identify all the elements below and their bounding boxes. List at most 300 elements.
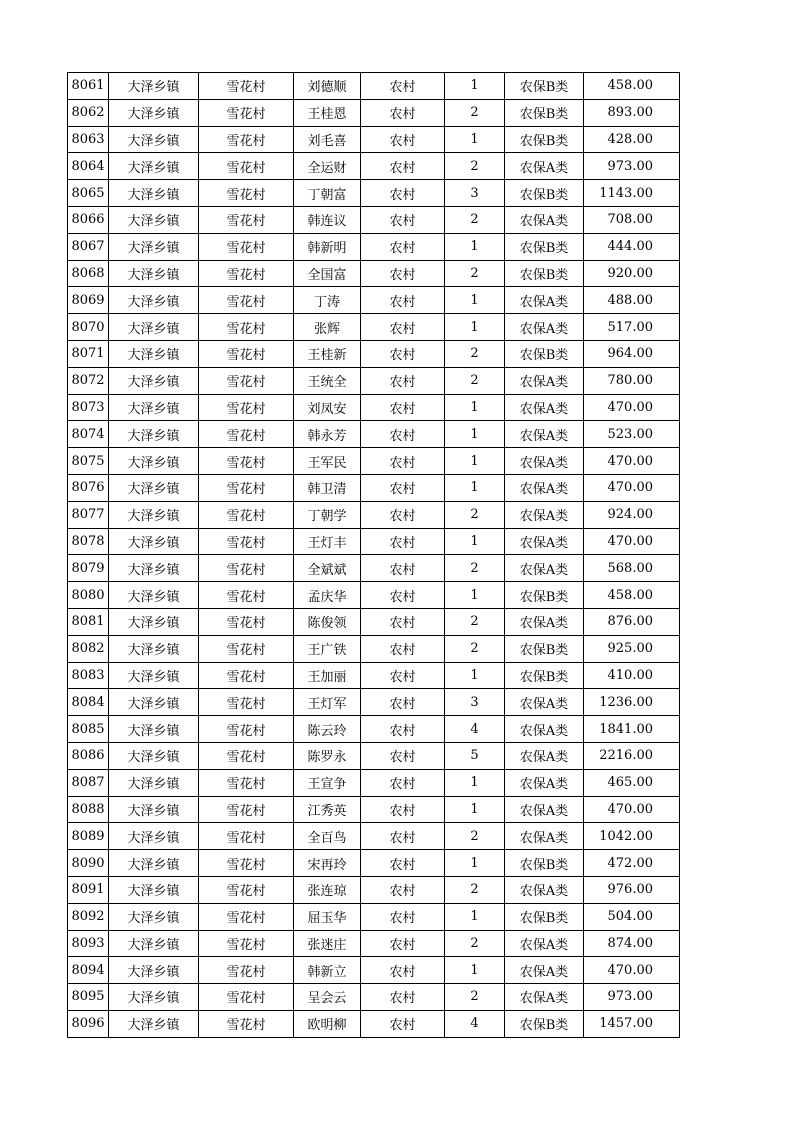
township-cell: 大泽乡镇 [109, 501, 199, 528]
table-row [68, 394, 680, 421]
record-id-cell: 8071 [68, 340, 109, 367]
township-cell: 大泽乡镇 [109, 474, 199, 501]
area-type-cell: 农村 [361, 1010, 445, 1037]
township-cell: 大泽乡镇 [109, 421, 199, 448]
name-cell: 陈罗永 [294, 742, 361, 769]
table-row [68, 233, 680, 260]
name-cell: 王桂恩 [294, 99, 361, 126]
table-row [68, 1010, 680, 1037]
village-cell: 雪花村 [199, 689, 294, 716]
people-count-cell: 1 [445, 474, 505, 501]
record-id-cell: 8086 [68, 742, 109, 769]
insurance-class-cell: 农保B类 [505, 73, 584, 100]
name-cell: 全运财 [294, 153, 361, 180]
people-count-cell: 2 [445, 260, 505, 287]
record-id-cell: 8082 [68, 635, 109, 662]
people-count-cell: 2 [445, 206, 505, 233]
village-cell: 雪花村 [199, 153, 294, 180]
table-row [68, 206, 680, 233]
name-cell: 刘凤安 [294, 394, 361, 421]
insurance-class-cell: 农保B类 [505, 340, 584, 367]
insurance-class-cell: 农保A类 [505, 957, 584, 984]
name-cell: 王灯丰 [294, 528, 361, 555]
table-row [68, 314, 680, 341]
record-id-cell: 8081 [68, 608, 109, 635]
people-count-cell: 3 [445, 689, 505, 716]
village-cell: 雪花村 [199, 1010, 294, 1037]
name-cell: 孟庆华 [294, 582, 361, 609]
township-cell: 大泽乡镇 [109, 340, 199, 367]
township-cell: 大泽乡镇 [109, 903, 199, 930]
amount-cell: 876.00 [584, 608, 680, 635]
amount-cell: 470.00 [584, 528, 680, 555]
area-type-cell: 农村 [361, 206, 445, 233]
amount-cell: 1236.00 [584, 689, 680, 716]
area-type-cell: 农村 [361, 823, 445, 850]
record-id-cell: 8095 [68, 984, 109, 1011]
insurance-class-cell: 农保A类 [505, 876, 584, 903]
village-cell: 雪花村 [199, 742, 294, 769]
area-type-cell: 农村 [361, 769, 445, 796]
amount-cell: 920.00 [584, 260, 680, 287]
village-cell: 雪花村 [199, 73, 294, 100]
record-id-cell: 8080 [68, 582, 109, 609]
township-cell: 大泽乡镇 [109, 260, 199, 287]
amount-cell: 973.00 [584, 153, 680, 180]
name-cell: 丁涛 [294, 287, 361, 314]
township-cell: 大泽乡镇 [109, 689, 199, 716]
insurance-class-cell: 农保A类 [505, 474, 584, 501]
insurance-class-cell: 农保A类 [505, 689, 584, 716]
village-cell: 雪花村 [199, 314, 294, 341]
amount-cell: 976.00 [584, 876, 680, 903]
township-cell: 大泽乡镇 [109, 662, 199, 689]
amount-cell: 924.00 [584, 501, 680, 528]
township-cell: 大泽乡镇 [109, 528, 199, 555]
township-cell: 大泽乡镇 [109, 742, 199, 769]
township-cell: 大泽乡镇 [109, 957, 199, 984]
table-row [68, 823, 680, 850]
township-cell: 大泽乡镇 [109, 180, 199, 207]
township-cell: 大泽乡镇 [109, 287, 199, 314]
record-id-cell: 8094 [68, 957, 109, 984]
people-count-cell: 1 [445, 126, 505, 153]
area-type-cell: 农村 [361, 287, 445, 314]
insurance-class-cell: 农保A类 [505, 394, 584, 421]
record-id-cell: 8088 [68, 796, 109, 823]
area-type-cell: 农村 [361, 957, 445, 984]
amount-cell: 458.00 [584, 73, 680, 100]
township-cell: 大泽乡镇 [109, 850, 199, 877]
record-id-cell: 8092 [68, 903, 109, 930]
name-cell: 陈俊领 [294, 608, 361, 635]
household-table [67, 72, 680, 1038]
name-cell: 张迷庄 [294, 930, 361, 957]
area-type-cell: 农村 [361, 314, 445, 341]
insurance-class-cell: 农保A类 [505, 608, 584, 635]
amount-cell: 504.00 [584, 903, 680, 930]
people-count-cell: 2 [445, 984, 505, 1011]
record-id-cell: 8064 [68, 153, 109, 180]
record-id-cell: 8072 [68, 367, 109, 394]
area-type-cell: 农村 [361, 340, 445, 367]
record-id-cell: 8065 [68, 180, 109, 207]
insurance-class-cell: 农保B类 [505, 233, 584, 260]
insurance-class-cell: 农保A类 [505, 555, 584, 582]
table-row [68, 153, 680, 180]
table-row [68, 555, 680, 582]
table-row [68, 260, 680, 287]
table-row [68, 689, 680, 716]
township-cell: 大泽乡镇 [109, 608, 199, 635]
insurance-class-cell: 农保B类 [505, 260, 584, 287]
village-cell: 雪花村 [199, 957, 294, 984]
village-cell: 雪花村 [199, 206, 294, 233]
township-cell: 大泽乡镇 [109, 823, 199, 850]
table-row [68, 662, 680, 689]
name-cell: 韩新立 [294, 957, 361, 984]
area-type-cell: 农村 [361, 608, 445, 635]
record-id-cell: 8077 [68, 501, 109, 528]
table-row [68, 769, 680, 796]
village-cell: 雪花村 [199, 984, 294, 1011]
area-type-cell: 农村 [361, 716, 445, 743]
name-cell: 江秀英 [294, 796, 361, 823]
people-count-cell: 4 [445, 1010, 505, 1037]
table-row [68, 742, 680, 769]
village-cell: 雪花村 [199, 555, 294, 582]
village-cell: 雪花村 [199, 394, 294, 421]
amount-cell: 780.00 [584, 367, 680, 394]
area-type-cell: 农村 [361, 126, 445, 153]
name-cell: 全百鸟 [294, 823, 361, 850]
area-type-cell: 农村 [361, 394, 445, 421]
village-cell: 雪花村 [199, 99, 294, 126]
name-cell: 全斌斌 [294, 555, 361, 582]
name-cell: 全国富 [294, 260, 361, 287]
township-cell: 大泽乡镇 [109, 126, 199, 153]
table-row [68, 340, 680, 367]
insurance-class-cell: 农保A类 [505, 716, 584, 743]
township-cell: 大泽乡镇 [109, 394, 199, 421]
table-row [68, 984, 680, 1011]
village-cell: 雪花村 [199, 876, 294, 903]
record-id-cell: 8062 [68, 99, 109, 126]
people-count-cell: 1 [445, 662, 505, 689]
people-count-cell: 1 [445, 582, 505, 609]
area-type-cell: 农村 [361, 850, 445, 877]
people-count-cell: 2 [445, 340, 505, 367]
village-cell: 雪花村 [199, 448, 294, 475]
table-row [68, 448, 680, 475]
name-cell: 韩卫清 [294, 474, 361, 501]
record-id-cell: 8070 [68, 314, 109, 341]
name-cell: 韩连议 [294, 206, 361, 233]
people-count-cell: 2 [445, 555, 505, 582]
insurance-class-cell: 农保B类 [505, 99, 584, 126]
insurance-class-cell: 农保B类 [505, 126, 584, 153]
village-cell: 雪花村 [199, 501, 294, 528]
name-cell: 王广铁 [294, 635, 361, 662]
amount-cell: 410.00 [584, 662, 680, 689]
amount-cell: 470.00 [584, 957, 680, 984]
people-count-cell: 2 [445, 608, 505, 635]
township-cell: 大泽乡镇 [109, 984, 199, 1011]
township-cell: 大泽乡镇 [109, 448, 199, 475]
people-count-cell: 2 [445, 635, 505, 662]
area-type-cell: 农村 [361, 635, 445, 662]
name-cell: 王统全 [294, 367, 361, 394]
village-cell: 雪花村 [199, 662, 294, 689]
people-count-cell: 1 [445, 796, 505, 823]
amount-cell: 1042.00 [584, 823, 680, 850]
table-row [68, 421, 680, 448]
amount-cell: 2216.00 [584, 742, 680, 769]
record-id-cell: 8085 [68, 716, 109, 743]
people-count-cell: 1 [445, 421, 505, 448]
amount-cell: 523.00 [584, 421, 680, 448]
people-count-cell: 2 [445, 876, 505, 903]
name-cell: 宋再玲 [294, 850, 361, 877]
area-type-cell: 农村 [361, 474, 445, 501]
area-type-cell: 农村 [361, 448, 445, 475]
area-type-cell: 农村 [361, 421, 445, 448]
amount-cell: 1841.00 [584, 716, 680, 743]
table-body [68, 73, 680, 1038]
record-id-cell: 8063 [68, 126, 109, 153]
name-cell: 王桂新 [294, 340, 361, 367]
record-id-cell: 8078 [68, 528, 109, 555]
name-cell: 屈玉华 [294, 903, 361, 930]
insurance-class-cell: 农保A类 [505, 742, 584, 769]
amount-cell: 470.00 [584, 394, 680, 421]
township-cell: 大泽乡镇 [109, 153, 199, 180]
township-cell: 大泽乡镇 [109, 876, 199, 903]
name-cell: 呈会云 [294, 984, 361, 1011]
table-row [68, 930, 680, 957]
village-cell: 雪花村 [199, 260, 294, 287]
insurance-class-cell: 农保B类 [505, 180, 584, 207]
area-type-cell: 农村 [361, 930, 445, 957]
insurance-class-cell: 农保A类 [505, 769, 584, 796]
insurance-class-cell: 农保B类 [505, 850, 584, 877]
area-type-cell: 农村 [361, 903, 445, 930]
insurance-class-cell: 农保A类 [505, 206, 584, 233]
people-count-cell: 2 [445, 367, 505, 394]
amount-cell: 517.00 [584, 314, 680, 341]
area-type-cell: 农村 [361, 153, 445, 180]
insurance-class-cell: 农保A类 [505, 287, 584, 314]
township-cell: 大泽乡镇 [109, 769, 199, 796]
people-count-cell: 1 [445, 957, 505, 984]
name-cell: 丁朝富 [294, 180, 361, 207]
amount-cell: 1143.00 [584, 180, 680, 207]
village-cell: 雪花村 [199, 823, 294, 850]
name-cell: 韩新明 [294, 233, 361, 260]
amount-cell: 470.00 [584, 796, 680, 823]
people-count-cell: 1 [445, 394, 505, 421]
village-cell: 雪花村 [199, 796, 294, 823]
table-row [68, 876, 680, 903]
amount-cell: 458.00 [584, 582, 680, 609]
township-cell: 大泽乡镇 [109, 555, 199, 582]
people-count-cell: 2 [445, 99, 505, 126]
village-cell: 雪花村 [199, 930, 294, 957]
name-cell: 张连琼 [294, 876, 361, 903]
record-id-cell: 8066 [68, 206, 109, 233]
record-id-cell: 8069 [68, 287, 109, 314]
amount-cell: 444.00 [584, 233, 680, 260]
insurance-class-cell: 农保A类 [505, 501, 584, 528]
township-cell: 大泽乡镇 [109, 635, 199, 662]
record-id-cell: 8089 [68, 823, 109, 850]
record-id-cell: 8087 [68, 769, 109, 796]
area-type-cell: 农村 [361, 555, 445, 582]
village-cell: 雪花村 [199, 608, 294, 635]
area-type-cell: 农村 [361, 984, 445, 1011]
table-row [68, 501, 680, 528]
village-cell: 雪花村 [199, 126, 294, 153]
insurance-class-cell: 农保A类 [505, 153, 584, 180]
record-id-cell: 8076 [68, 474, 109, 501]
name-cell: 刘德顺 [294, 73, 361, 100]
record-id-cell: 8073 [68, 394, 109, 421]
village-cell: 雪花村 [199, 287, 294, 314]
amount-cell: 568.00 [584, 555, 680, 582]
people-count-cell: 2 [445, 823, 505, 850]
people-count-cell: 1 [445, 73, 505, 100]
name-cell: 丁朝学 [294, 501, 361, 528]
village-cell: 雪花村 [199, 367, 294, 394]
table-row [68, 180, 680, 207]
name-cell: 韩永芳 [294, 421, 361, 448]
record-id-cell: 8068 [68, 260, 109, 287]
village-cell: 雪花村 [199, 421, 294, 448]
village-cell: 雪花村 [199, 582, 294, 609]
amount-cell: 428.00 [584, 126, 680, 153]
township-cell: 大泽乡镇 [109, 99, 199, 126]
table-row [68, 582, 680, 609]
village-cell: 雪花村 [199, 528, 294, 555]
amount-cell: 1457.00 [584, 1010, 680, 1037]
amount-cell: 893.00 [584, 99, 680, 126]
insurance-class-cell: 农保A类 [505, 984, 584, 1011]
insurance-class-cell: 农保A类 [505, 367, 584, 394]
record-id-cell: 8083 [68, 662, 109, 689]
area-type-cell: 农村 [361, 180, 445, 207]
amount-cell: 470.00 [584, 448, 680, 475]
insurance-class-cell: 农保A类 [505, 421, 584, 448]
village-cell: 雪花村 [199, 769, 294, 796]
people-count-cell: 1 [445, 769, 505, 796]
people-count-cell: 2 [445, 930, 505, 957]
insurance-class-cell: 农保A类 [505, 796, 584, 823]
insurance-class-cell: 农保A类 [505, 448, 584, 475]
people-count-cell: 1 [445, 233, 505, 260]
township-cell: 大泽乡镇 [109, 582, 199, 609]
area-type-cell: 农村 [361, 876, 445, 903]
township-cell: 大泽乡镇 [109, 233, 199, 260]
record-id-cell: 8067 [68, 233, 109, 260]
people-count-cell: 3 [445, 180, 505, 207]
area-type-cell: 农村 [361, 73, 445, 100]
amount-cell: 925.00 [584, 635, 680, 662]
name-cell: 张辉 [294, 314, 361, 341]
amount-cell: 708.00 [584, 206, 680, 233]
insurance-class-cell: 农保B类 [505, 903, 584, 930]
area-type-cell: 农村 [361, 689, 445, 716]
table-row [68, 957, 680, 984]
amount-cell: 874.00 [584, 930, 680, 957]
insurance-class-cell: 农保A类 [505, 930, 584, 957]
area-type-cell: 农村 [361, 528, 445, 555]
name-cell: 王宣争 [294, 769, 361, 796]
name-cell: 欧明柳 [294, 1010, 361, 1037]
table-row [68, 635, 680, 662]
name-cell: 刘毛喜 [294, 126, 361, 153]
township-cell: 大泽乡镇 [109, 796, 199, 823]
township-cell: 大泽乡镇 [109, 73, 199, 100]
area-type-cell: 农村 [361, 501, 445, 528]
people-count-cell: 1 [445, 903, 505, 930]
name-cell: 王军民 [294, 448, 361, 475]
area-type-cell: 农村 [361, 233, 445, 260]
table-row [68, 126, 680, 153]
record-id-cell: 8074 [68, 421, 109, 448]
insurance-class-cell: 农保B类 [505, 1010, 584, 1037]
insurance-class-cell: 农保A类 [505, 528, 584, 555]
insurance-class-cell: 农保A类 [505, 314, 584, 341]
insurance-class-cell: 农保B类 [505, 582, 584, 609]
people-count-cell: 1 [445, 287, 505, 314]
people-count-cell: 5 [445, 742, 505, 769]
record-id-cell: 8084 [68, 689, 109, 716]
table-row [68, 796, 680, 823]
table-row [68, 474, 680, 501]
table-row [68, 716, 680, 743]
record-id-cell: 8061 [68, 73, 109, 100]
township-cell: 大泽乡镇 [109, 716, 199, 743]
record-id-cell: 8091 [68, 876, 109, 903]
amount-cell: 472.00 [584, 850, 680, 877]
amount-cell: 470.00 [584, 474, 680, 501]
insurance-class-cell: 农保B类 [505, 635, 584, 662]
amount-cell: 465.00 [584, 769, 680, 796]
village-cell: 雪花村 [199, 180, 294, 207]
table-row [68, 287, 680, 314]
village-cell: 雪花村 [199, 716, 294, 743]
township-cell: 大泽乡镇 [109, 1010, 199, 1037]
table-row [68, 608, 680, 635]
amount-cell: 488.00 [584, 287, 680, 314]
amount-cell: 964.00 [584, 340, 680, 367]
people-count-cell: 2 [445, 153, 505, 180]
record-id-cell: 8079 [68, 555, 109, 582]
village-cell: 雪花村 [199, 474, 294, 501]
people-count-cell: 1 [445, 528, 505, 555]
township-cell: 大泽乡镇 [109, 367, 199, 394]
village-cell: 雪花村 [199, 340, 294, 367]
record-id-cell: 8075 [68, 448, 109, 475]
village-cell: 雪花村 [199, 233, 294, 260]
people-count-cell: 4 [445, 716, 505, 743]
record-id-cell: 8090 [68, 850, 109, 877]
village-cell: 雪花村 [199, 903, 294, 930]
people-count-cell: 1 [445, 448, 505, 475]
village-cell: 雪花村 [199, 850, 294, 877]
table-row [68, 367, 680, 394]
name-cell: 王加丽 [294, 662, 361, 689]
